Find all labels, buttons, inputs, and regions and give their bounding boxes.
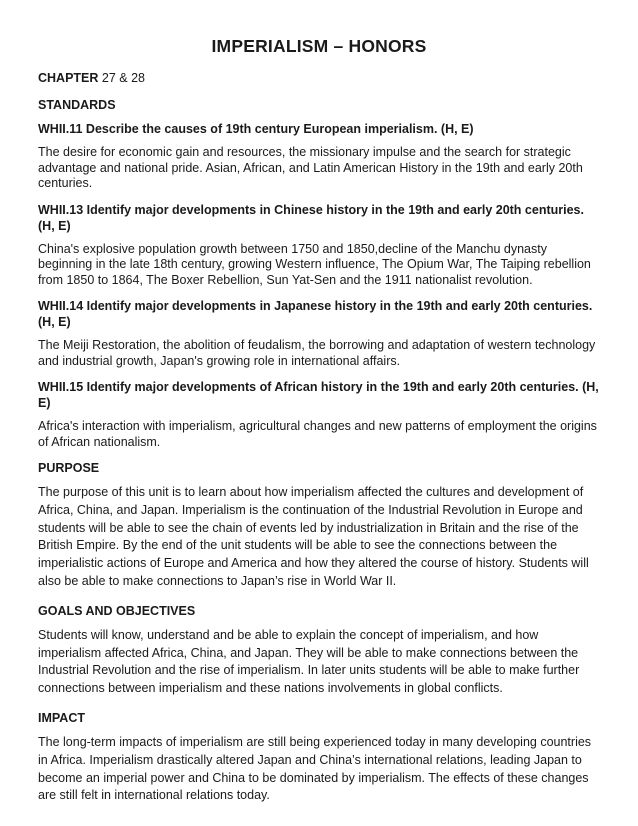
- standard-heading-whii11: WHII.11 Describe the causes of 19th century European imperialism. (H, E): [38, 122, 474, 136]
- document-page: [38, 36, 600, 817]
- goals-heading: GOALS AND OBJECTIVES: [38, 603, 196, 618]
- purpose-heading: PURPOSE: [38, 461, 100, 475]
- chapter-value: 27 & 28: [98, 71, 145, 85]
- page-title: IMPERIALISM – HONORS: [211, 36, 427, 56]
- impact-text: The long-term impacts of imperialism are still being experienced today in many developing countries in Africa. Imperialism drastically altered Japan and China’s international relations, leading Japan to become an imperial power and China to be dominated by imperialism. The effects of these changes are still felt in international relations today.: [38, 734, 592, 803]
- chapter-line: [38, 71, 600, 85]
- goals-text: Students will know, understand and be able to explain the concept of imperialism, and how imperialism affected Africa, China, and Japan. They will be able to make connections between the Industrial Revolution and the rise of imperialism. In later units students will be able to make further connections between imperialism and these nations involvements in global conflicts.: [38, 627, 580, 696]
- standard-text-whii14: The Meiji Restoration, the abolition of feudalism, the borrowing and adaptation of western technology and industrial growth, Japan's growing role in international affairs.: [38, 338, 596, 368]
- standard-text-whii11: The desire for economic gain and resources, the missionary impulse and the search for strategic advantage and national pride. Asian, African, and Latin American History in the 19th and early 20th centuries.: [38, 145, 583, 190]
- standards-heading: STANDARDS: [38, 98, 116, 112]
- standard-heading-whii14: WHII.14 Identify major developments in Japanese history in the 19th and early 20th centuries. (H, E): [38, 299, 593, 329]
- standard-text-whii13: China's explosive population growth between 1750 and 1850,decline of the Manchu dynasty beginning in the late 18th century, growing Western influence, The Opium War, The Taiping rebellion from 1850 to 1864, The Boxer Rebellion, Sun Yat-Sen and the 1911 nationalist revolution.: [38, 241, 591, 287]
- standard-heading-whii15: WHII.15 Identify major developments of African history in the 19th and early 20th centuries. (H, E): [38, 380, 599, 410]
- standard-text-whii15: Africa's interaction with imperialism, agricultural changes and new patterns of employment the origins of African nationalism.: [38, 419, 597, 449]
- impact-heading: IMPACT: [38, 710, 85, 725]
- standard-heading-whii13: WHII.13 Identify major developments in Chinese history in the 19th and early 20th centuries. (H, E): [38, 202, 584, 233]
- purpose-text: The purpose of this unit is to learn about how imperialism affected the cultures and development of Africa, China, and Japan. Imperialism is the continuation of the Industrial Revolution in Europe and students will be able to see the chain of events led by industrialization in Britain and the rise of the British Empire. By the end of the unit students will be able to see the connections between the imperialistic actions of Europe and America and how they altered the course of history. Students will also be able to make connections to Japan’s rise in World War II.: [38, 485, 589, 588]
- chapter-label: CHAPTER: [38, 71, 99, 85]
